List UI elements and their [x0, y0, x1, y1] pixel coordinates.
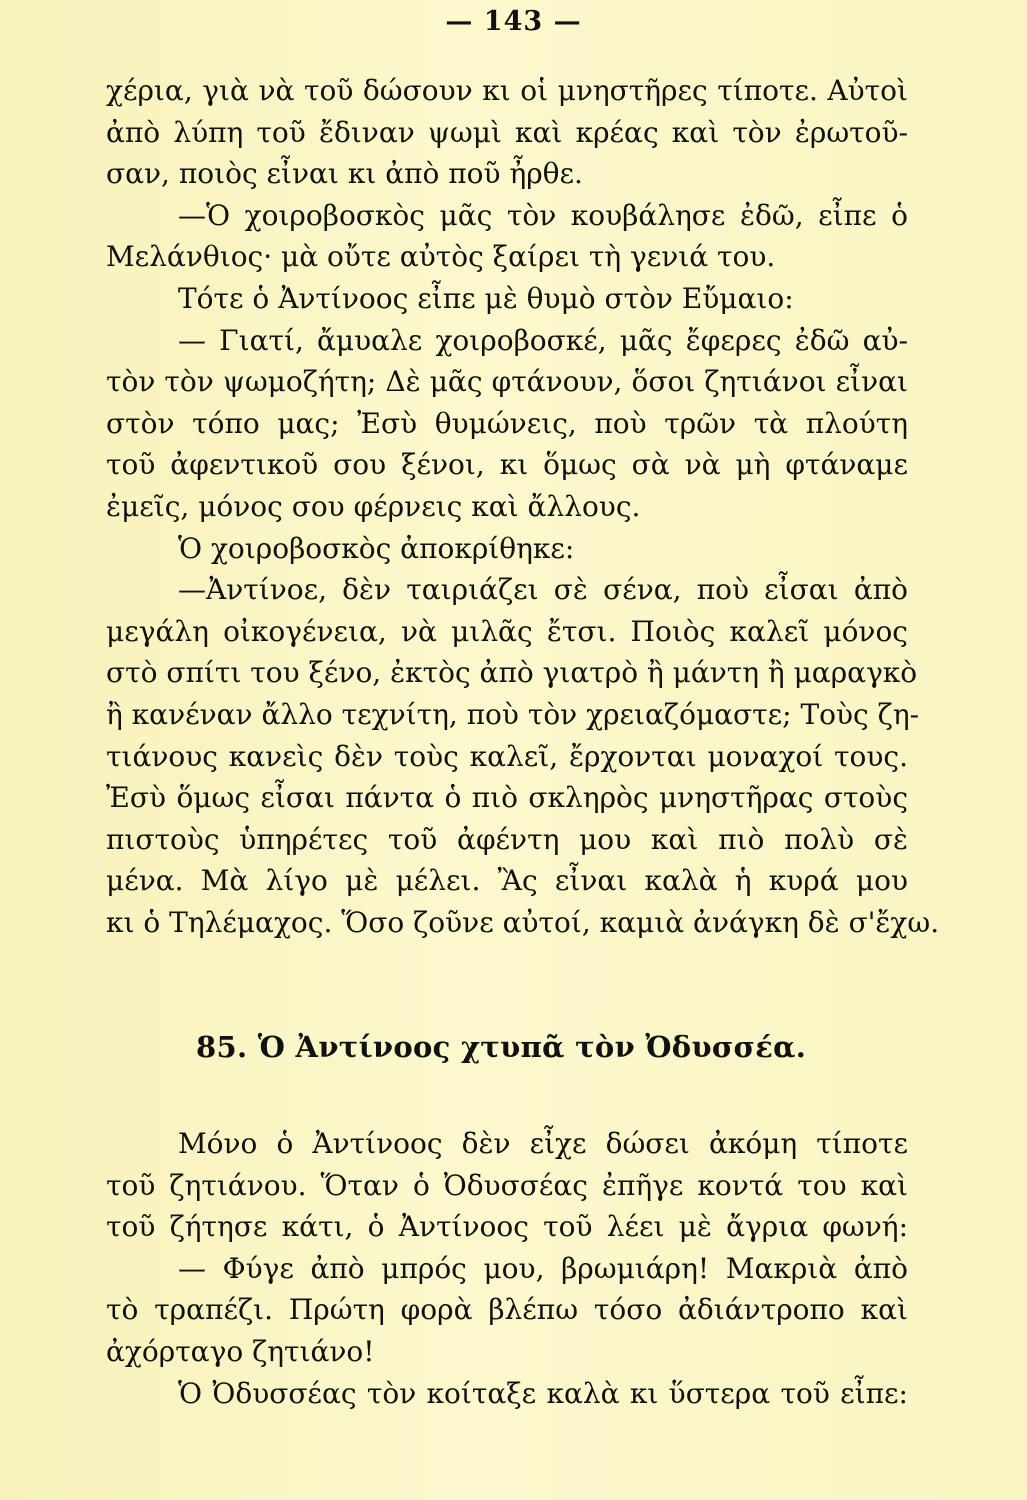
text-line: μένα. Μὰ λίγο μὲ μέλει. Ἂς εἶναι καλὰ ἡ κυρά μου — [106, 864, 908, 898]
text-line: —Ὁ χοιροβοσκὸς μᾶς τὸν κουβάλησε ἐδῶ, εἶπε ὁ — [178, 198, 908, 232]
text-line: τοῦ ἀφεντικοῦ σου ξένοι, κι ὅμως σὰ νὰ μὴ φτάναμε — [106, 448, 908, 482]
text-block-1 — [106, 70, 940, 943]
text-line: Ὁ χοιροβοσκὸς ἀποκρίθηκε: — [178, 531, 575, 565]
text-line: τὸ τραπέζι. Πρώτη φορὰ βλέπω τόσο ἀδιάντροπο καὶ — [106, 1293, 908, 1327]
text-line: στὸ σπίτι του ξένο, ἐκτὸς ἀπὸ γιατρὸ ἢ μάντη ἢ μαραγκὸ — [106, 656, 918, 690]
text-line: Ὁ Ὀδυσσέας τὸν κοίταξε καλὰ κι ὕστερα τοῦ εἶπε: — [178, 1376, 908, 1410]
text-line: μεγάλη οἰκογένεια, νὰ μιλᾶς ἔτσι. Ποιὸς καλεῖ μόνος — [106, 614, 908, 648]
text-line: Μόνο ὁ Ἀντίνοος δὲν εἶχε δώσει ἀκόμη τίποτε — [178, 1127, 908, 1160]
text-line: τὸν τὸν ψωμοζήτη; Δὲ μᾶς φτάνουν, ὅσοι ζητιάνοι εἶναι — [106, 365, 908, 399]
text-line: τοῦ ζητιάνου. Ὅταν ὁ Ὀδυσσέας ἐπῆγε κοντά του καὶ — [106, 1168, 908, 1202]
text-line: ἀπὸ λύπη τοῦ ἔδιναν ψωμὶ καὶ κρέας καὶ τὸν ἐρωτοῦ- — [106, 115, 908, 149]
text-line: Ἐσὺ ὅμως εἶσαι πάντα ὁ πιὸ σκληρὸς μνηστῆρας στοὺς — [106, 781, 908, 815]
text-line: Τότε ὁ Ἀντίνοος εἶπε μὲ θυμὸ στὸν Εὔμαιο: — [178, 281, 794, 315]
text-line: Μελάνθιος· μὰ οὔτε αὐτὸς ξαίρει τὴ γενιά του. — [106, 240, 776, 274]
text-line: ἐμεῖς, μόνος σου φέρνεις καὶ ἄλλους. — [106, 489, 641, 523]
section-heading: 85. Ὁ Ἀντίνοος χτυπᾶ τὸν Ὀδυσσέα. — [196, 1030, 807, 1064]
text-line: στὸν τόπο μας; Ἐσὺ θυμώνεις, ποὺ τρῶν τὰ πλούτη — [106, 406, 908, 440]
text-line: σαν, ποιὸς εἶναι κι ἀπὸ ποῦ ἦρθε. — [106, 157, 583, 191]
text-block-2 — [106, 1123, 908, 1414]
text-line: — Φύγε ἀπὸ μπρός μου, βρωμιάρη! Μακριὰ ἀπὸ — [178, 1251, 908, 1285]
text-line: πιστοὺς ὑπηρέτες τοῦ ἀφέντη μου καὶ πιὸ πολὺ σὲ — [106, 822, 908, 856]
text-line: —Ἀντίνοε, δὲν ταιριάζει σὲ σένα, ποὺ εἶσαι ἀπὸ — [178, 573, 908, 607]
text-line: χέρια, γιὰ νὰ τοῦ δώσουν κι οἱ μνηστῆρες τίποτε. Αὐτοὶ — [106, 74, 908, 107]
page-number: — 143 — — [445, 6, 582, 37]
text-line: ἢ κανέναν ἄλλο τεχνίτη, ποὺ τὸν χρειαζόμαστε; Τοὺς ζη- — [106, 697, 920, 731]
text-line: ἀχόρταγο ζητιάνο! — [106, 1334, 375, 1368]
text-line: κι ὁ Τηλέμαχος. Ὅσο ζοῦνε αὐτοί, καμιὰ ἀνάγκη δὲ σ'ἔχω. — [106, 905, 940, 939]
text-line: τιάνους κανεὶς δὲν τοὺς καλεῖ, ἔρχονται μοναχοί τους. — [106, 739, 908, 773]
text-line: — Γιατί, ἄμυαλε χοιροβοσκέ, μᾶς ἔφερες ἐδῶ αὐ- — [178, 323, 908, 357]
text-line: τοῦ ζήτησε κάτι, ὁ Ἀντίνοος τοῦ λέει μὲ ἄγρια φωνή: — [106, 1210, 908, 1244]
